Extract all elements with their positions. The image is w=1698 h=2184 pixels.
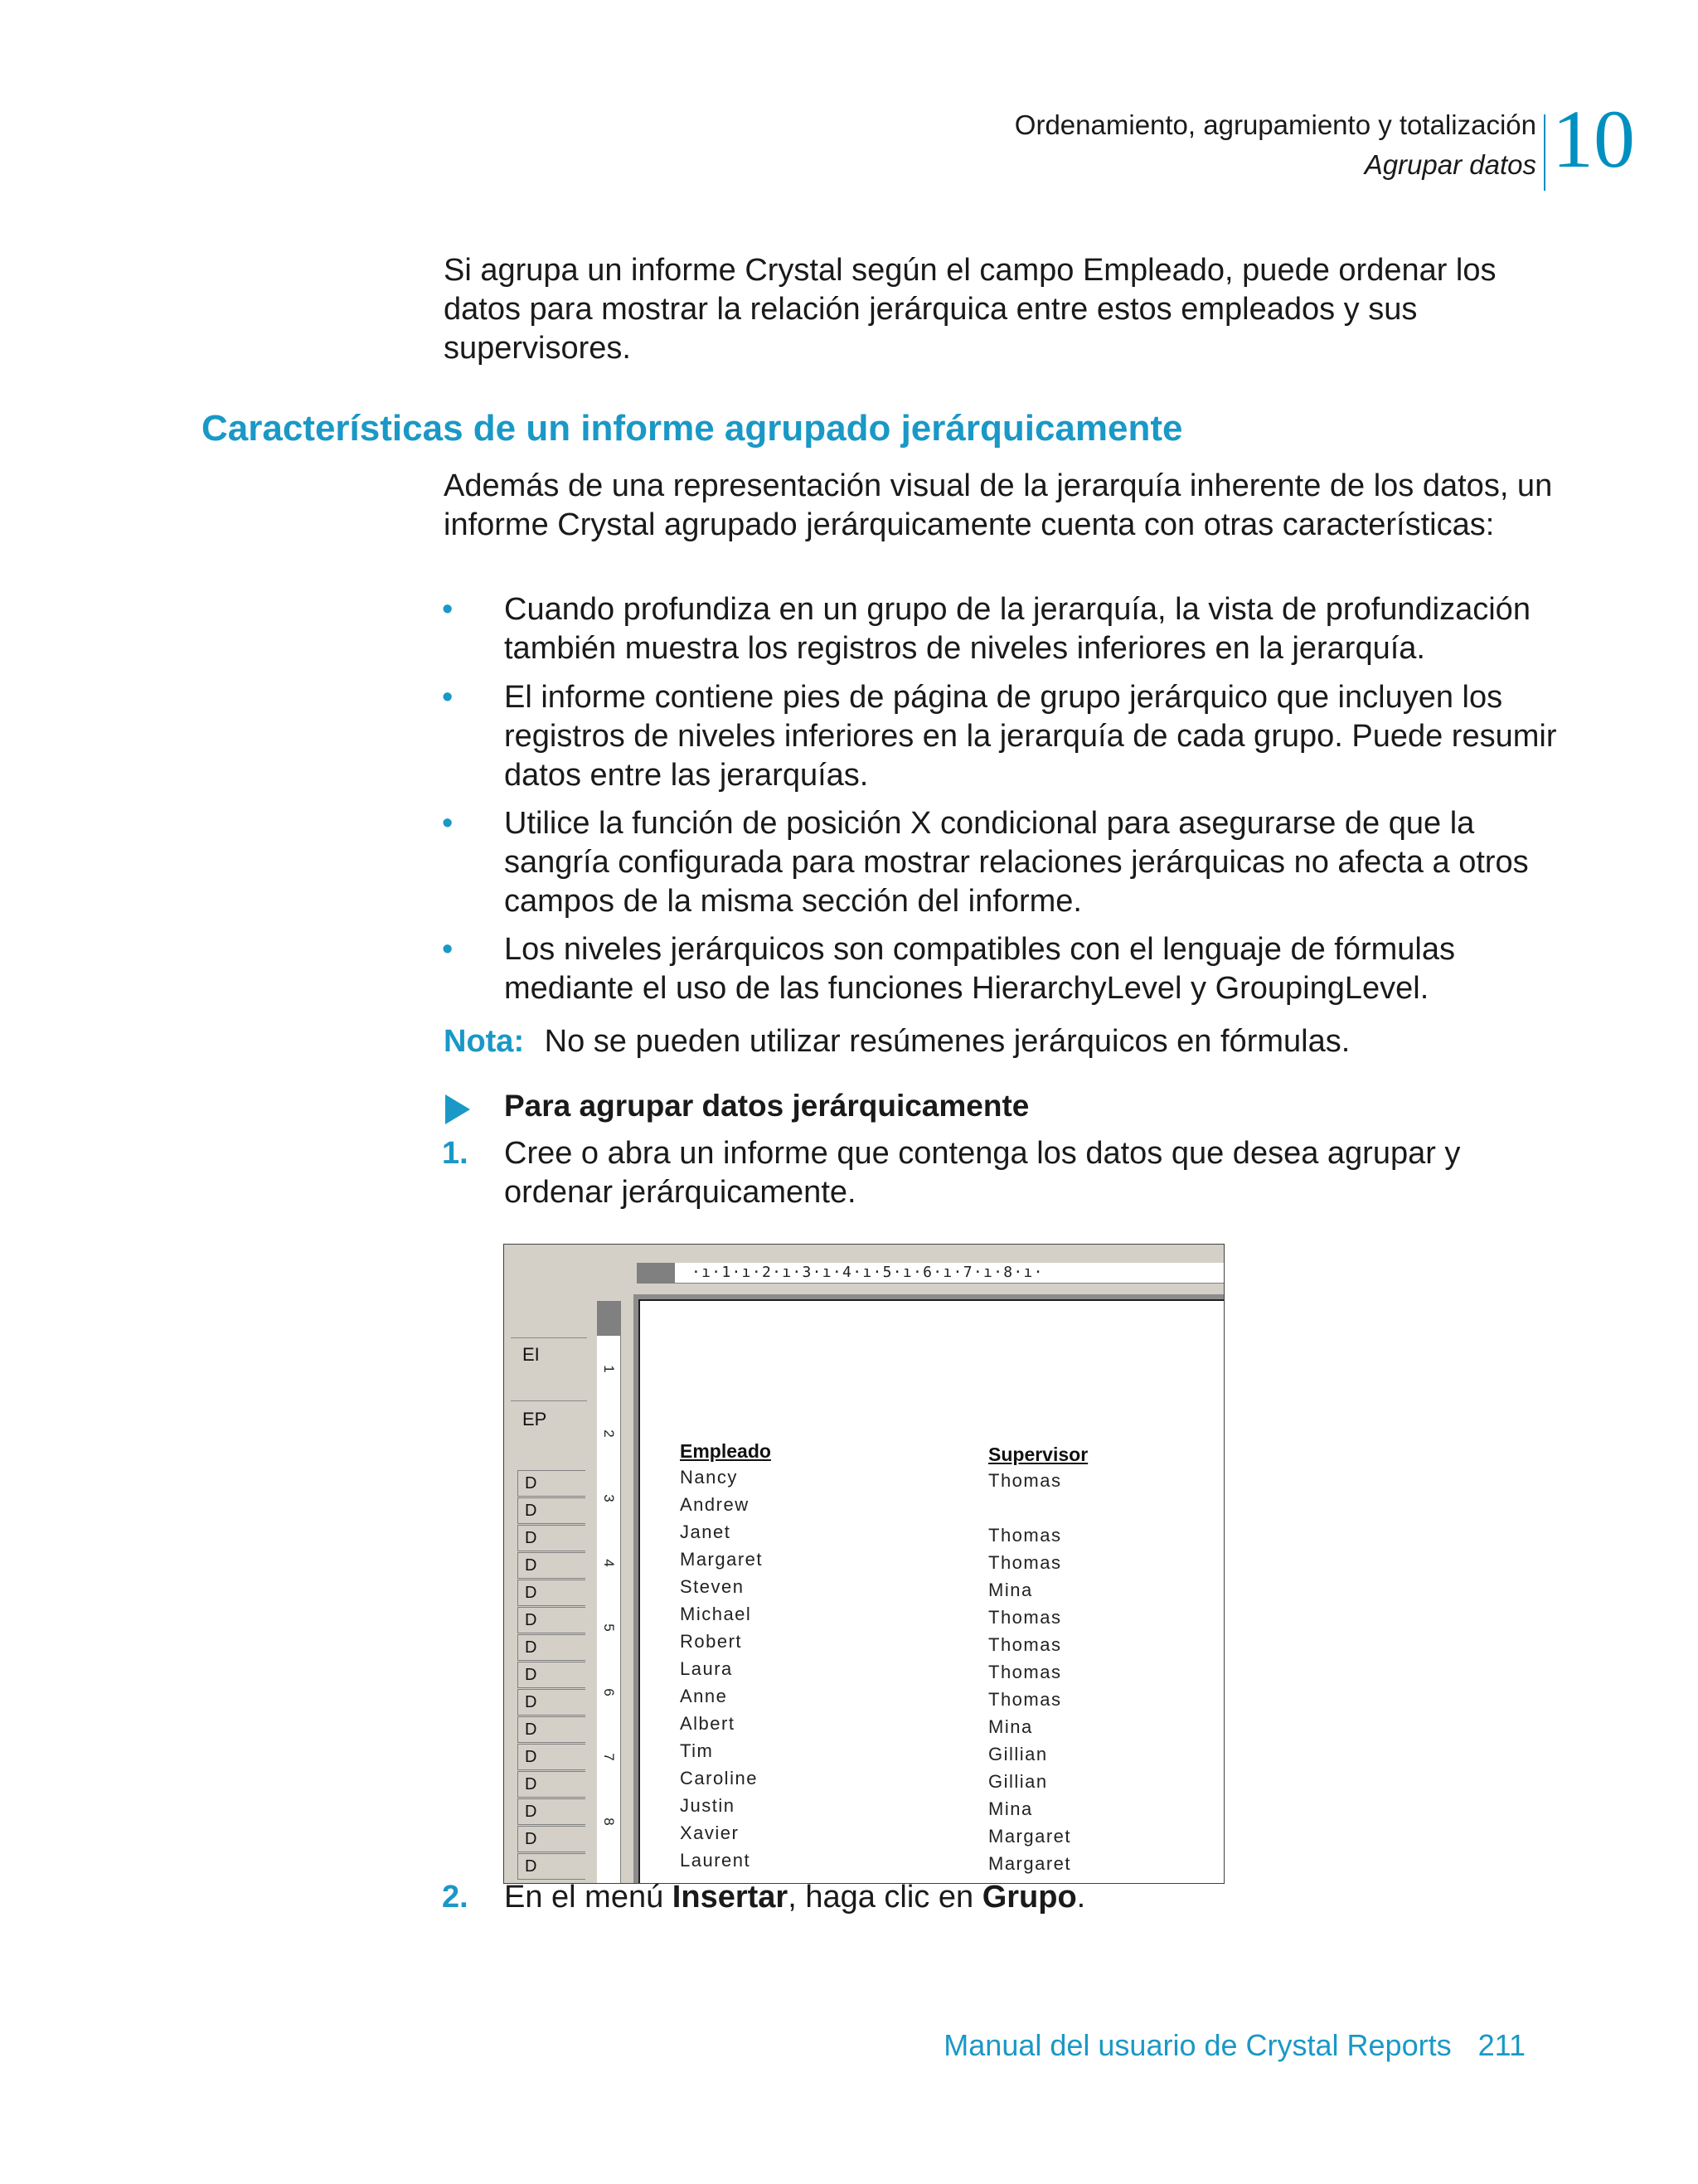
- detail-section-label[interactable]: D: [517, 1497, 585, 1524]
- ruler-mark: 2: [601, 1429, 617, 1438]
- procedure-title: Para agrupar datos jerárquicamente: [504, 1089, 1030, 1123]
- supervisor-cell[interactable]: Mina: [988, 1798, 1033, 1819]
- note-text: No se pueden utilizar resúmenes jerárquicos en fórmulas.: [544, 1024, 1351, 1059]
- supervisor-cell[interactable]: Gillian: [988, 1744, 1048, 1764]
- page-footer: [944, 2028, 1526, 2063]
- supervisor-cell[interactable]: Thomas: [988, 1525, 1062, 1546]
- supervisor-cell[interactable]: Thomas: [988, 1552, 1062, 1573]
- employee-cell[interactable]: Justin: [680, 1795, 735, 1816]
- supervisor-cell[interactable]: Margaret: [988, 1826, 1072, 1847]
- detail-section-label[interactable]: D: [517, 1716, 585, 1743]
- ruler-mark: 3: [601, 1494, 617, 1502]
- bullet-item-1: Cuando profundiza en un grupo de la jerarquía, la vista de profundización también muestra los registros de niveles inferiores en la jerarquía.: [504, 592, 1531, 666]
- ruler-mark: 5: [601, 1623, 617, 1632]
- supervisor-cell[interactable]: Mina: [988, 1580, 1033, 1600]
- detail-section-label[interactable]: D: [517, 1662, 585, 1688]
- header-divider: [1544, 114, 1545, 191]
- supervisor-cell[interactable]: Mina: [988, 1716, 1033, 1737]
- detail-section-label[interactable]: D: [517, 1634, 585, 1661]
- ruler-mark: 6: [601, 1688, 617, 1696]
- employee-cell[interactable]: Andrew: [680, 1494, 750, 1515]
- step-2-menu: Insertar: [672, 1880, 788, 1915]
- note-label: Nota:: [444, 1024, 525, 1059]
- report-screenshot: [503, 1244, 1225, 1884]
- bullet-marker: •: [442, 806, 454, 841]
- detail-section-label[interactable]: D: [517, 1744, 585, 1770]
- footer-title: Manual del usuario de Crystal Reports: [944, 2028, 1452, 2062]
- bullet-marker: •: [442, 932, 454, 967]
- employee-cell[interactable]: Janet: [680, 1522, 731, 1542]
- detail-section-label[interactable]: D: [517, 1826, 585, 1852]
- supervisor-cell[interactable]: Thomas: [988, 1689, 1062, 1710]
- supervisor-cell[interactable]: Gillian: [988, 1771, 1048, 1792]
- ruler-origin: [637, 1263, 675, 1283]
- section-separator: [511, 1400, 587, 1401]
- employee-cell[interactable]: Xavier: [680, 1822, 740, 1843]
- step-2-number: 2.: [442, 1880, 468, 1915]
- employee-cell[interactable]: Margaret: [680, 1549, 764, 1570]
- detail-section-label[interactable]: D: [517, 1798, 585, 1825]
- bullet-marker: •: [442, 592, 454, 627]
- employee-cell[interactable]: Laurent: [680, 1850, 751, 1871]
- step-1-number: 1.: [442, 1136, 468, 1171]
- ruler-mark: 1: [601, 1365, 617, 1373]
- page-number: 211: [1477, 2028, 1526, 2062]
- section-heading: Características de un informe agrupado jerárquicamente: [201, 408, 1183, 449]
- detail-section-label[interactable]: D: [517, 1552, 585, 1579]
- employee-cell[interactable]: Steven: [680, 1576, 745, 1597]
- ruler-mark: 4: [601, 1559, 617, 1567]
- report-page[interactable]: [638, 1299, 1225, 1884]
- employee-cell[interactable]: Laura: [680, 1658, 733, 1679]
- note: [444, 1022, 1350, 1061]
- employee-cell[interactable]: Anne: [680, 1686, 728, 1706]
- employee-cell[interactable]: Caroline: [680, 1768, 758, 1788]
- step-1-text: Cree o abra un informe que contenga los datos que desea agrupar y ordenar jerárquicamente.: [504, 1136, 1461, 1210]
- bullet-item-3: Utilice la función de posición X condicional para asegurarse de que la sangría configurada para mostrar relaciones jerárquicas no afecta a otros campos de la misma sección del informe.: [504, 806, 1529, 919]
- supervisor-cell[interactable]: Thomas: [988, 1470, 1062, 1491]
- step-2-post: .: [1076, 1880, 1086, 1915]
- employee-cell[interactable]: Albert: [680, 1713, 735, 1734]
- employee-cell[interactable]: Michael: [680, 1604, 752, 1624]
- detail-section-label[interactable]: D: [517, 1853, 585, 1880]
- supervisor-cell[interactable]: Thomas: [988, 1634, 1062, 1655]
- supervisor-cell[interactable]: Thomas: [988, 1607, 1062, 1628]
- employee-cell[interactable]: Tim: [680, 1740, 714, 1761]
- bullet-item-2: El informe contiene pies de página de grupo jerárquico que incluyen los registros de niveles inferiores en la jerarquía de cada grupo. Puede resumir datos entre las jerarquías.: [504, 680, 1557, 793]
- employee-cell[interactable]: Robert: [680, 1631, 743, 1652]
- detail-section-label[interactable]: D: [517, 1689, 585, 1716]
- vertical-ruler-marks: [597, 1336, 620, 1883]
- step-2-mid: , haga clic en: [788, 1880, 982, 1915]
- bullet-item-4: Los niveles jerárquicos son compatibles con el lenguaje de fórmulas mediante el uso de las funciones HierarchyLevel y GroupingLevel.: [504, 932, 1455, 1006]
- employee-cell[interactable]: Nancy: [680, 1467, 738, 1488]
- step-2-text: [504, 1878, 1085, 1917]
- chapter-title: Ordenamiento, agrupamiento y totalización: [1014, 109, 1536, 140]
- section-label-ep[interactable]: EP: [522, 1409, 547, 1429]
- section-intro: Además de una representación visual de la jerarquía inherente de los datos, un informe Crystal agrupado jerárquicamente cuenta con otras características:: [444, 468, 1553, 542]
- supervisor-cell[interactable]: Thomas: [988, 1662, 1062, 1682]
- ruler-mark: 8: [601, 1818, 617, 1826]
- bullet-marker: •: [442, 680, 454, 715]
- supervisor-cell[interactable]: Margaret: [988, 1853, 1072, 1874]
- vertical-ruler-origin: [597, 1301, 620, 1336]
- ruler-ticks: ·ı·1·ı·2·ı·3·ı·4·ı·5·ı·6·ı·7·ı·8·ı·: [691, 1264, 1044, 1281]
- section-separator: [511, 1337, 587, 1338]
- step-2-item: Grupo: [982, 1880, 1077, 1915]
- column-header-empleado[interactable]: Empleado: [680, 1440, 771, 1462]
- detail-section-label[interactable]: D: [517, 1607, 585, 1633]
- detail-section-label[interactable]: D: [517, 1525, 585, 1551]
- chapter-number: 10: [1552, 93, 1635, 185]
- procedure-arrow-icon: [445, 1094, 470, 1124]
- intro-paragraph: Si agrupa un informe Crystal según el campo Empleado, puede ordenar los datos para mostrar la relación jerárquica entre estos empleados y sus supervisores.: [444, 253, 1497, 366]
- detail-section-label[interactable]: D: [517, 1580, 585, 1606]
- detail-section-label[interactable]: D: [517, 1470, 585, 1497]
- column-header-supervisor[interactable]: Supervisor: [988, 1444, 1089, 1465]
- section-title: Agrupar datos: [1364, 149, 1536, 180]
- section-label-ei[interactable]: EI: [522, 1344, 540, 1365]
- step-2-pre: En el menú: [504, 1880, 672, 1915]
- ruler-mark: 7: [601, 1753, 617, 1761]
- detail-section-label[interactable]: D: [517, 1771, 585, 1798]
